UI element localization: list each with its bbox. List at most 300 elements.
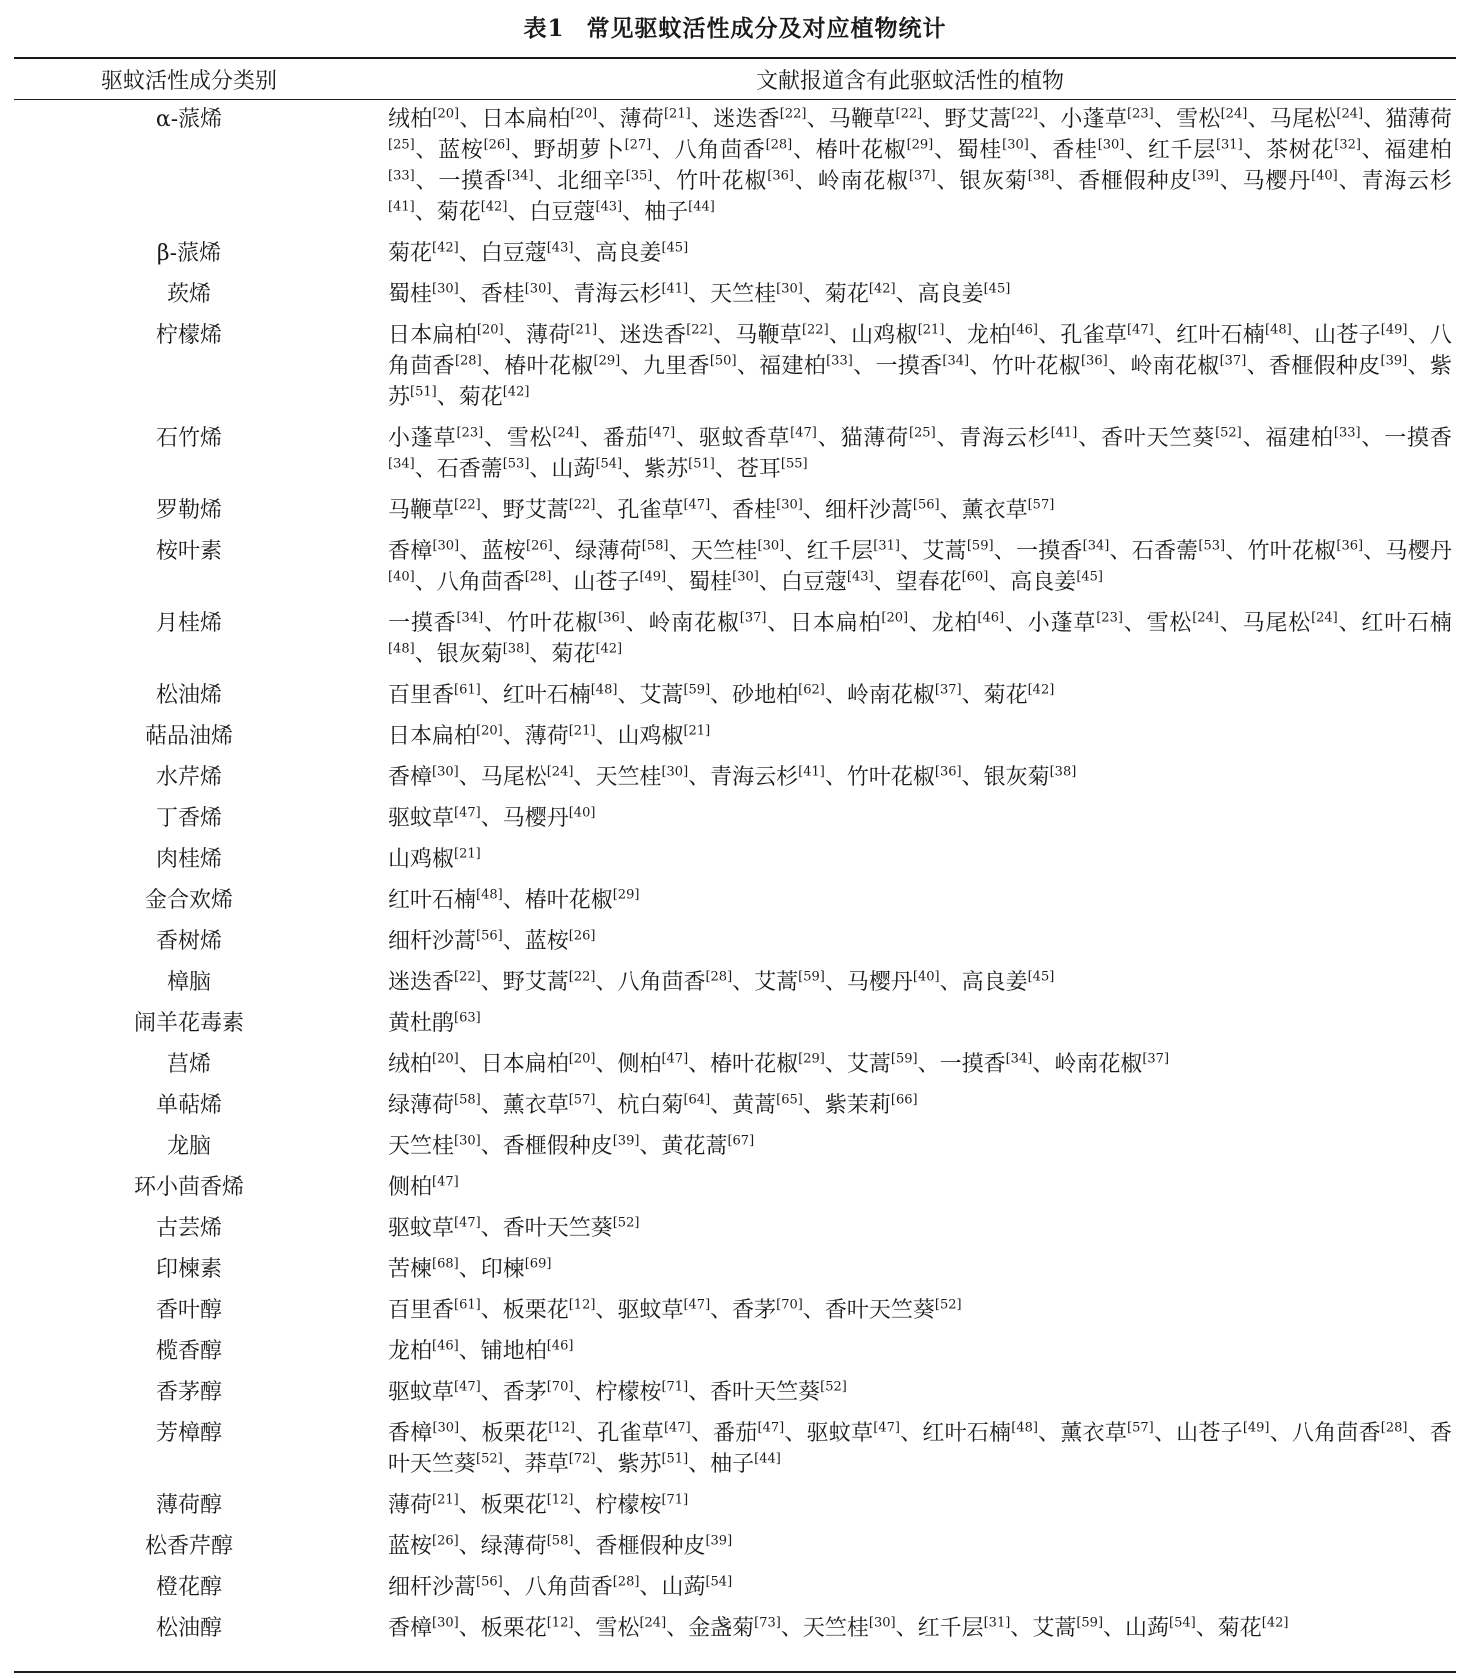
citation-ref: [49] [639, 569, 667, 585]
plant-name: 杭白菊 [617, 1093, 684, 1118]
plant-name: 岭南花椒 [1054, 1052, 1143, 1077]
citation-ref: [33] [826, 353, 853, 369]
category-cell: 龙脑 [166, 1134, 211, 1159]
citation-ref: [41] [798, 764, 825, 780]
citation-ref: [61] [454, 682, 481, 698]
plant-name: 百里香 [388, 1298, 455, 1323]
table-row [14, 1487, 1456, 1528]
plant-name: 艾蒿 [846, 1052, 891, 1077]
citation-ref: [41] [661, 281, 689, 297]
plant-name: 香叶天竺葵 [502, 1216, 613, 1241]
plant-name: 马尾松 [480, 765, 547, 790]
citation-ref: [37] [934, 682, 962, 698]
plant-name: 青海云杉 [959, 426, 1051, 451]
citation-ref: [56] [912, 497, 940, 513]
citation-ref: [28] [454, 353, 482, 369]
citation-ref: [24] [1336, 106, 1364, 122]
category-cell: 香树烯 [155, 929, 222, 954]
plants-cell: 绒柏[20]、日本扁柏[20]、薄荷[21]、迷迭香[22]、马鞭草[22]、野艾蒿[22]、小蓬草[23]、雪松[24]、马尾松[24]、猫薄荷[25]、蓝桉[26]、野胡萝卜[27]、八角茴香[28]、椿叶花椒[29]、蜀桂[30]、香桂[30]、红千层[31]、茶树花[32]、福建柏[33]、一摸香[34]、北细辛[35]、竹叶花椒[36]、岭南花椒[37]、银灰菊[38]、香榧假种皮[39]、马樱丹[40]、青海云杉[41]、菊花[42]、白豆蔻[43]、柚子[44] [388, 106, 1452, 225]
plant-name: 红千层 [917, 1616, 984, 1641]
plant-name: 八角茴香 [436, 570, 525, 595]
citation-ref: [52] [1215, 425, 1242, 441]
citation-ref: [41] [1050, 425, 1078, 441]
citation-ref: [60] [961, 569, 989, 585]
plant-name: 薄荷 [388, 1493, 433, 1518]
plant-name: 菊花 [388, 241, 433, 266]
plant-name: 八角茴香 [617, 970, 706, 995]
table-row [14, 1005, 1456, 1046]
citation-ref: [22] [454, 969, 481, 985]
plant-name: 银灰菊 [436, 642, 503, 667]
plants-cell: 蜀桂[30]、香桂[30]、青海云杉[41]、天竺桂[30]、菊花[42]、高良姜[45] [388, 281, 1011, 307]
plant-name: 香叶天竺葵 [824, 1298, 935, 1323]
plant-name: 山鸡椒 [388, 847, 455, 872]
citation-ref: [49] [1242, 1420, 1270, 1436]
plants-cell: 菊花[42]、白豆蔻[43]、高良姜[45] [388, 240, 689, 266]
plant-name: 马鞭草 [388, 498, 455, 523]
citation-ref: [26] [568, 928, 596, 944]
plants-cell: 香樟[30]、马尾松[24]、天竺桂[30]、青海云杉[41]、竹叶花椒[36]、银灰菊[38] [388, 764, 1077, 790]
citation-ref: [66] [890, 1092, 918, 1108]
plant-name: 山鸡椒 [617, 724, 684, 749]
citation-ref: [71] [661, 1492, 689, 1508]
citation-ref: [37] [908, 168, 936, 184]
citation-ref: [37] [739, 610, 767, 626]
plant-name: 青海云杉 [573, 282, 662, 307]
plant-name: 板栗花 [480, 1493, 547, 1518]
plant-name: 苦楝 [388, 1257, 433, 1282]
plant-name: 苍耳 [736, 457, 781, 482]
citation-ref: [47] [790, 425, 817, 441]
citation-ref: [22] [801, 322, 829, 338]
plant-name: 黄杜鹃 [388, 1011, 455, 1036]
citation-ref: [30] [454, 1133, 481, 1149]
category-cell: 榄香醇 [155, 1339, 222, 1364]
citation-ref: [48] [1265, 322, 1292, 338]
plant-name: 红千层 [806, 539, 874, 564]
plant-name: 椿叶花椒 [815, 138, 907, 163]
plant-name: 椿叶花椒 [524, 888, 613, 913]
citation-ref: [31] [1215, 137, 1243, 153]
citation-ref: [21] [454, 846, 481, 862]
citation-ref: [47] [1127, 322, 1154, 338]
citation-ref: [33] [388, 168, 415, 184]
plants-cell: 香樟[30]、板栗花[12]、雪松[24]、金盏菊[73]、天竺桂[30]、红千层[31]、艾蒿[59]、山蒟[54]、菊花[42] [388, 1615, 1289, 1641]
plant-name: 驱蚊香草 [698, 426, 791, 451]
plant-name: 番茄 [713, 1421, 758, 1446]
plant-name: 薄荷 [524, 724, 569, 749]
category-cell: 肉桂烯 [155, 847, 222, 872]
plant-name: 蓝桉 [388, 1534, 433, 1559]
table-header [14, 59, 1456, 99]
plant-name: 石香薷 [1131, 539, 1199, 564]
citation-ref: [42] [868, 281, 896, 297]
plant-name: 香樟 [388, 539, 433, 564]
citation-ref: [47] [663, 1420, 691, 1436]
table-row [14, 1374, 1456, 1415]
plant-name: 天竺桂 [595, 765, 662, 790]
plant-name: 茶树花 [1266, 138, 1335, 163]
plant-name: 红叶石楠 [502, 683, 591, 708]
category-cell: 橙花醇 [155, 1575, 222, 1600]
plant-name: 板栗花 [480, 1616, 547, 1641]
plant-name: 龙柏 [966, 323, 1012, 348]
plant-name: 山蒟 [1125, 1616, 1170, 1641]
plant-name: 雪松 [1146, 611, 1193, 636]
citation-ref: [47] [683, 497, 711, 513]
plant-name: 侧柏 [617, 1052, 662, 1077]
citation-ref: [68] [432, 1256, 459, 1272]
category-cell: 环小茴香烯 [133, 1175, 244, 1200]
category-cell: 莒烯 [166, 1052, 211, 1077]
plants-cell: 百里香[61]、红叶石楠[48]、艾蒿[59]、砂地柏[62]、岭南花椒[37]、菊花[42] [388, 682, 1055, 708]
citation-ref: [21] [683, 723, 711, 739]
category-cell: 松油醇 [155, 1616, 222, 1641]
plant-name: 紫苏 [644, 457, 689, 482]
citation-ref: [30] [757, 538, 785, 554]
citation-ref: [58] [546, 1533, 574, 1549]
citation-ref: [52] [612, 1215, 640, 1231]
citation-ref: [57] [1027, 497, 1055, 513]
table-row [14, 1333, 1456, 1374]
plants-cell: 龙柏[46]、铺地柏[46] [388, 1338, 574, 1364]
table-title: 常见驱蚊活性成分及对应植物统计 [586, 15, 947, 42]
plant-name: 福建柏 [1384, 138, 1452, 163]
category-cell: 柠檬烯 [155, 323, 222, 348]
citation-ref: [51] [410, 384, 437, 400]
plants-cell: 小蓬草[23]、雪松[24]、番茄[47]、驱蚊香草[47]、猫薄荷[25]、青海云杉[41]、香叶天竺葵[52]、福建柏[33]、一摸香[34]、石香薷[53]、山蒟[54]、紫苏[51]、苍耳[55] [388, 425, 1452, 482]
plant-name: 薄荷 [525, 323, 571, 348]
plant-name: 菊花 [1217, 1616, 1262, 1641]
citation-ref: [32] [1334, 137, 1361, 153]
plant-name: 八角茴香 [524, 1575, 613, 1600]
category-cell: 松香芹醇 [144, 1534, 233, 1559]
plant-name: 竹叶花椒 [506, 611, 599, 636]
plant-name: 岭南花椒 [648, 611, 740, 636]
plant-name: 小蓬草 [388, 426, 457, 451]
table-row [14, 759, 1456, 800]
citation-ref: [12] [568, 1297, 596, 1313]
citation-ref: [25] [908, 425, 936, 441]
citation-ref: [22] [1011, 106, 1038, 122]
citation-ref: [73] [754, 1615, 781, 1631]
plant-name: 菊花 [551, 642, 596, 667]
plants-cell: 驱蚊草[47]、香叶天竺葵[52] [388, 1215, 640, 1241]
plant-name: 香叶天竺葵 [710, 1380, 821, 1405]
table-row [14, 1610, 1456, 1651]
plant-name: 竹叶花椒 [846, 765, 935, 790]
citation-ref: [28] [765, 137, 793, 153]
citation-ref: [36] [1080, 353, 1108, 369]
citation-ref: [30] [1002, 137, 1029, 153]
citation-ref: [48] [476, 887, 503, 903]
plant-name: 一摸香 [1015, 539, 1083, 564]
citation-ref: [40] [912, 969, 940, 985]
plants-cell: 细杆沙蒿[56]、蓝桉[26] [388, 928, 596, 954]
plant-name: 蓝桉 [438, 138, 484, 163]
plant-name: 雪松 [1176, 107, 1221, 132]
table-row [14, 533, 1456, 605]
plant-name: 迷迭香 [619, 323, 687, 348]
plants-cell: 日本扁柏[20]、薄荷[21]、迷迭香[22]、马鞭草[22]、山鸡椒[21]、龙柏[46]、孔雀草[47]、红叶石楠[48]、山苍子[49]、八角茴香[28]、椿叶花椒[29]、九里香[50]、福建柏[33]、一摸香[34]、竹叶花椒[36]、岭南花椒[37]、香榧假种皮[39]、紫苏[51]、菊花[42] [388, 322, 1452, 410]
citation-ref: [43] [846, 569, 874, 585]
plants-cell: 马鞭草[22]、野艾蒿[22]、孔雀草[47]、香桂[30]、细杆沙蒿[56]、薰衣草[57] [388, 497, 1055, 523]
table-row [14, 1569, 1456, 1610]
plant-name: 天竺桂 [388, 1134, 455, 1159]
plant-name: 小蓬草 [1027, 611, 1097, 636]
plant-name: 香樟 [388, 765, 433, 790]
citation-ref: [21] [570, 322, 598, 338]
plant-name: 一摸香 [438, 169, 507, 194]
plant-name: 天竺桂 [690, 539, 758, 564]
plant-name: 八角茴香 [674, 138, 766, 163]
plant-name: 香樟 [388, 1616, 433, 1641]
plant-name: 日本扁柏 [790, 611, 882, 636]
citation-ref: [59] [683, 682, 711, 698]
citation-ref: [28] [524, 569, 552, 585]
plants-cell: 香樟[30]、蓝桉[26]、绿薄荷[58]、天竺桂[30]、红千层[31]、艾蒿[59]、一摸香[34]、石香薷[53]、竹叶花椒[36]、马樱丹[40]、八角茴香[28]、山苍子[49]、蜀桂[30]、白豆蔻[43]、望春花[60]、高良姜[45] [388, 538, 1452, 595]
citation-ref: [36] [1336, 538, 1364, 554]
citation-ref: [20] [432, 106, 460, 122]
bottom-rule [14, 1671, 1456, 1673]
citation-ref: [70] [546, 1379, 574, 1395]
citation-ref: [33] [1333, 425, 1361, 441]
citation-ref: [38] [1049, 764, 1077, 780]
plants-cell: 薄荷[21]、板栗花[12]、柠檬桉[71] [388, 1492, 689, 1518]
citation-ref: [43] [546, 240, 574, 256]
plant-name: 一摸香 [875, 354, 943, 379]
table-caption [0, 10, 1470, 43]
citation-ref: [24] [1311, 610, 1338, 626]
table-row [14, 1087, 1456, 1128]
citation-ref: [58] [641, 538, 669, 554]
plant-name: 驱蚊草 [388, 806, 455, 831]
plants-cell: 驱蚊草[47]、马樱丹[40] [388, 805, 596, 831]
plant-name: 紫苏 [617, 1452, 662, 1477]
citation-ref: [62] [798, 682, 825, 698]
citation-ref: [20] [570, 106, 598, 122]
plant-name: 蓝桉 [481, 539, 526, 564]
plant-name: 板栗花 [481, 1421, 549, 1446]
plant-name: 野艾蒿 [502, 498, 569, 523]
plant-name: 白豆蔻 [480, 241, 547, 266]
category-cell: α-蒎烯 [155, 107, 223, 132]
plant-name: 马尾松 [1242, 611, 1312, 636]
plant-name: 艾蒿 [639, 683, 684, 708]
citation-ref: [41] [388, 199, 415, 215]
citation-ref: [42] [1261, 1615, 1289, 1631]
plant-name: 薰衣草 [502, 1093, 569, 1118]
citation-ref: [26] [432, 1533, 459, 1549]
plant-name: 小蓬草 [1060, 107, 1128, 132]
plant-name: 龙柏 [388, 1339, 433, 1364]
plant-name: 蓝桉 [524, 929, 569, 954]
citation-ref: [45] [661, 240, 689, 256]
plant-name: 孔雀草 [617, 498, 684, 523]
citation-ref: [36] [934, 764, 962, 780]
citation-ref: [12] [548, 1420, 575, 1436]
citation-ref: [20] [476, 723, 503, 739]
citation-ref: [39] [705, 1533, 733, 1549]
citation-ref: [45] [1076, 569, 1103, 585]
plant-name: 马樱丹 [502, 806, 569, 831]
citation-ref: [43] [595, 199, 623, 215]
plant-name: 番茄 [602, 426, 649, 451]
plant-name: 蜀桂 [688, 570, 733, 595]
plant-name: 香榧假种皮 [502, 1134, 613, 1159]
citation-ref: [23] [1127, 106, 1154, 122]
category-cell: 松油烯 [155, 683, 222, 708]
citation-ref: [24] [552, 425, 580, 441]
citation-ref: [40] [388, 569, 415, 585]
citation-ref: [42] [1027, 682, 1055, 698]
category-cell: 香叶醇 [155, 1298, 222, 1323]
plant-name: 一摸香 [388, 611, 457, 636]
plant-name: 蜀桂 [956, 138, 1003, 163]
plant-name: 侧柏 [388, 1175, 433, 1200]
table-row [14, 923, 1456, 964]
plant-name: 青海云杉 [1361, 169, 1452, 194]
plants-cell: 天竺桂[30]、香榧假种皮[39]、黄花蒿[67] [388, 1133, 755, 1159]
citation-ref: [59] [1076, 1615, 1104, 1631]
citation-ref: [31] [983, 1615, 1011, 1631]
citation-ref: [39] [612, 1133, 640, 1149]
citation-ref: [50] [709, 353, 737, 369]
citation-ref: [42] [432, 240, 459, 256]
plant-name: 马樱丹 [846, 970, 913, 995]
citation-ref: [22] [895, 106, 923, 122]
plant-name: 八角茴香 [1291, 1421, 1381, 1446]
citation-ref: [59] [798, 969, 825, 985]
plant-name: 马樱丹 [1385, 539, 1452, 564]
citation-ref: [20] [432, 1051, 459, 1067]
citation-ref: [22] [568, 497, 596, 513]
plant-name: 日本扁柏 [388, 323, 477, 348]
citation-ref: [21] [568, 723, 596, 739]
plant-name: 艾蒿 [922, 539, 967, 564]
citation-ref: [36] [598, 610, 625, 626]
plant-name: 艾蒿 [754, 970, 799, 995]
citation-ref: [23] [1096, 610, 1123, 626]
category-cell: 薄荷醇 [155, 1493, 222, 1518]
plant-name: 日本扁柏 [480, 1052, 569, 1077]
citation-ref: [34] [1005, 1051, 1033, 1067]
citation-ref: [30] [432, 1615, 459, 1631]
plants-cell: 苦楝[68]、印楝[69] [388, 1256, 552, 1282]
plant-name: 绿薄荷 [480, 1534, 547, 1559]
plant-name: 红叶石楠 [388, 888, 477, 913]
citation-ref: [27] [624, 137, 652, 153]
citation-ref: [52] [934, 1297, 962, 1313]
plant-name: 铺地柏 [480, 1339, 547, 1364]
citation-ref: [63] [454, 1010, 481, 1026]
plant-name: 白豆蔻 [529, 200, 596, 225]
plant-name: 板栗花 [502, 1298, 569, 1323]
citation-ref: [49] [1380, 322, 1408, 338]
citation-ref: [45] [1027, 969, 1055, 985]
citation-ref: [58] [454, 1092, 481, 1108]
plant-name: 山蒟 [661, 1575, 706, 1600]
citation-ref: [29] [593, 353, 621, 369]
citation-ref: [30] [661, 764, 689, 780]
plant-name: 一摸香 [939, 1052, 1006, 1077]
plant-name: 山苍子 [573, 570, 640, 595]
plant-name: 猫薄荷 [840, 426, 909, 451]
plant-name: 黄蒿 [732, 1093, 777, 1118]
plant-name: 山鸡椒 [851, 323, 918, 348]
plant-name: 竹叶花椒 [1247, 539, 1337, 564]
plant-name: 九里香 [642, 354, 710, 379]
header-category: 驱蚊活性成分类别 [100, 68, 277, 94]
citation-ref: [29] [612, 887, 640, 903]
citation-ref: [20] [881, 610, 909, 626]
plant-name: 野艾蒿 [502, 970, 569, 995]
table-row [14, 1292, 1456, 1333]
citation-ref: [67] [727, 1133, 755, 1149]
plant-name: 薰衣草 [961, 498, 1028, 523]
citation-ref: [24] [1192, 610, 1219, 626]
citation-ref: [30] [776, 281, 803, 297]
citation-ref: [34] [506, 168, 534, 184]
plant-name: 岭南花椒 [846, 683, 935, 708]
plant-name: 日本扁柏 [481, 107, 571, 132]
plant-name: 孔雀草 [597, 1421, 664, 1446]
table-row [14, 1415, 1456, 1487]
plant-name: 柚子 [710, 1452, 755, 1477]
citation-ref: [46] [977, 610, 1005, 626]
citation-ref: [39] [1380, 353, 1408, 369]
category-cell: 萜品油烯 [144, 724, 233, 749]
citation-ref: [20] [476, 322, 504, 338]
plant-name: 细杆沙蒿 [388, 1575, 477, 1600]
plant-name: 高良姜 [961, 970, 1028, 995]
plant-name: 柠檬桉 [595, 1493, 662, 1518]
citation-ref: [53] [1198, 538, 1226, 554]
plant-name: 望春花 [895, 570, 962, 595]
plant-name: 艾蒿 [1032, 1616, 1077, 1641]
citation-ref: [47] [757, 1420, 785, 1436]
plant-name: 紫苏 [388, 354, 1452, 410]
citation-ref: [56] [476, 1574, 503, 1590]
plant-name: 猫薄荷 [1385, 107, 1452, 132]
plants-cell: 百里香[61]、板栗花[12]、驱蚊草[47]、香茅[70]、香叶天竺葵[52] [388, 1297, 962, 1323]
citation-ref: [26] [526, 538, 553, 554]
table-row [14, 882, 1456, 923]
citation-ref: [53] [502, 456, 530, 472]
table-number: 表1 [523, 15, 565, 42]
plants-cell: 绿薄荷[58]、薰衣草[57]、杭白菊[64]、黄蒿[65]、紫茉莉[66] [388, 1092, 918, 1118]
citation-ref: [65] [776, 1092, 803, 1108]
citation-ref: [44] [754, 1451, 781, 1467]
citation-ref: [30] [1097, 137, 1125, 153]
citation-ref: [30] [524, 281, 552, 297]
plant-name: 香桂 [1052, 138, 1098, 163]
citation-ref: [29] [798, 1051, 825, 1067]
citation-ref: [29] [906, 137, 934, 153]
plant-name: 竹叶花椒 [676, 169, 768, 194]
plant-name: 龙柏 [931, 611, 978, 636]
citation-ref: [47] [454, 1379, 481, 1395]
plant-name: 红叶石楠 [1176, 323, 1266, 348]
category-cell: 樟脑 [166, 970, 211, 995]
table-row [14, 1251, 1456, 1292]
plants-cell: 迷迭香[22]、野艾蒿[22]、八角茴香[28]、艾蒿[59]、马樱丹[40]、高良姜[45] [388, 969, 1055, 995]
category-cell: 香茅醇 [155, 1380, 222, 1405]
citation-ref: [48] [388, 641, 415, 657]
citation-ref: [54] [705, 1574, 733, 1590]
table-row [14, 492, 1456, 533]
plant-name: 岭南花椒 [1130, 354, 1220, 379]
